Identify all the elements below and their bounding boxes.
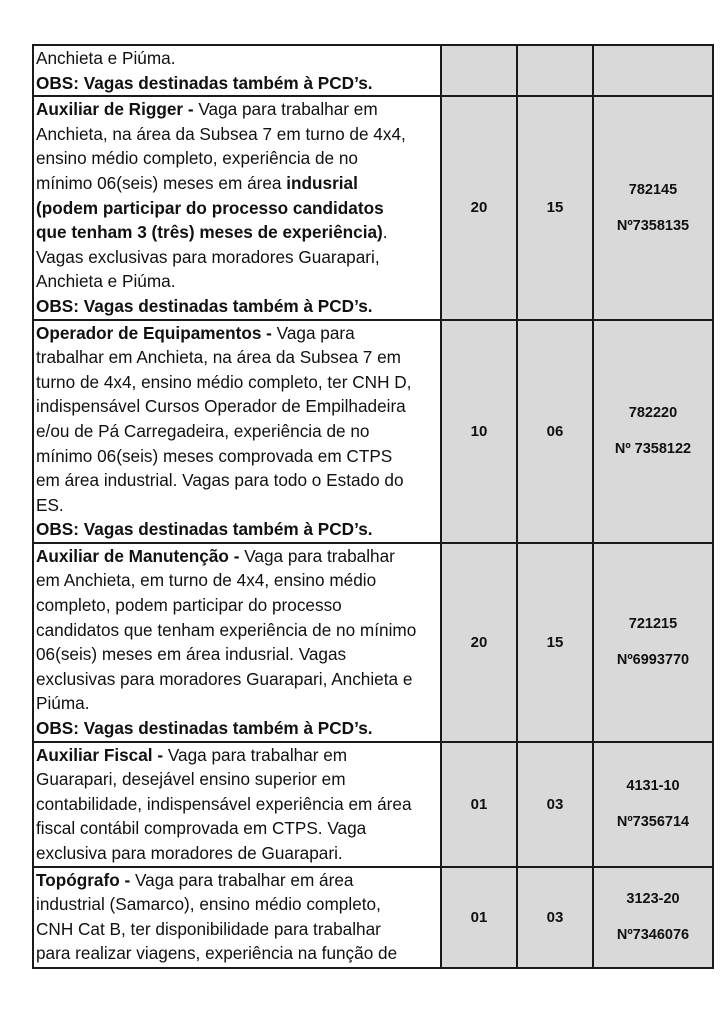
description-text: exclusiva para moradores de Guarapari. bbox=[36, 843, 343, 863]
vacancy-number: Nº7346076 bbox=[616, 927, 690, 944]
description-text: turno de 4x4, ensino médio completo, ter CNH D, bbox=[36, 371, 412, 392]
description-line bbox=[36, 71, 440, 96]
job-description-cell bbox=[33, 543, 441, 742]
description-line bbox=[36, 667, 440, 692]
description-line bbox=[36, 517, 440, 542]
description-line bbox=[36, 171, 440, 196]
description-bold-text: Operador de Equipamentos - bbox=[36, 322, 277, 343]
description-line bbox=[36, 345, 440, 370]
referral-count-cell bbox=[517, 45, 593, 96]
description-line bbox=[36, 294, 440, 319]
vacancy-number: Nº6993770 bbox=[616, 652, 690, 669]
description-bold-text: indusrial bbox=[286, 172, 358, 193]
job-row bbox=[33, 543, 713, 742]
description-line bbox=[36, 816, 440, 841]
description-bold-text: OBS: Vagas destinadas também à PCD’s. bbox=[36, 519, 373, 540]
job-row bbox=[33, 742, 713, 867]
job-vacancies-table-body bbox=[33, 45, 713, 968]
description-text: indispensável Cursos Operador de Empilhadeira bbox=[36, 396, 406, 417]
job-code-cell bbox=[593, 543, 713, 742]
description-line bbox=[36, 122, 440, 147]
description-text: e/ou de Pá Carregadeira, experiência de no bbox=[36, 420, 370, 441]
description-bold-text: Auxiliar Fiscal - bbox=[36, 744, 168, 765]
referral-count-cell: 03 bbox=[517, 867, 593, 968]
description-text: Piúma. bbox=[36, 693, 90, 714]
job-row bbox=[33, 96, 713, 319]
description-text: Guarapari, desejável ensino superior em bbox=[36, 769, 346, 790]
description-line bbox=[36, 196, 440, 221]
description-text: CNH Cat B, ter disponibilidade para trabalhar bbox=[36, 918, 381, 939]
description-line bbox=[36, 792, 440, 817]
description-line bbox=[36, 767, 440, 792]
description-line bbox=[36, 568, 440, 593]
description-text: fiscal contábil comprovada em CTPS. Vaga bbox=[36, 818, 367, 839]
description-bold-text: que tenham 3 (três) meses de experiência) bbox=[36, 222, 383, 243]
description-text: Anchieta e Piúma. bbox=[36, 271, 176, 292]
description-text: ensino médio completo, experiência de no bbox=[36, 148, 358, 169]
description-text: Vaga para trabalhar em bbox=[167, 744, 348, 765]
vacancy-count-cell: 01 bbox=[441, 742, 517, 867]
description-line bbox=[36, 46, 440, 71]
description-text: Anchieta e Piúma. bbox=[36, 48, 176, 68]
job-code-cell bbox=[593, 867, 713, 968]
occupation-code: 782220 bbox=[628, 405, 678, 422]
description-bold-text: OBS: Vagas destinadas também à PCD’s. bbox=[36, 295, 373, 316]
vacancy-count-cell: 10 bbox=[441, 320, 517, 543]
description-text: 06(seis) meses em área indusrial. Vagas bbox=[36, 644, 347, 665]
vacancy-count-cell: 20 bbox=[441, 96, 517, 319]
description-line bbox=[36, 419, 440, 444]
occupation-code: 782145 bbox=[628, 181, 678, 198]
description-text: em Anchieta, em turno de 4x4, ensino médio bbox=[36, 570, 377, 591]
description-line bbox=[36, 394, 440, 419]
description-line bbox=[36, 269, 440, 294]
description-text: industrial (Samarco), ensino médio completo, bbox=[36, 894, 381, 915]
description-line bbox=[36, 917, 440, 942]
description-line bbox=[36, 321, 440, 346]
description-text: Vaga para trabalhar bbox=[244, 545, 395, 566]
description-text: trabalhar em Anchieta, na área da Subsea 7 em bbox=[36, 347, 401, 368]
description-line bbox=[36, 370, 440, 395]
occupation-code: 3123-20 bbox=[626, 891, 680, 908]
vacancy-number: Nº7358135 bbox=[616, 217, 690, 234]
vacancy-count-cell: 20 bbox=[441, 543, 517, 742]
job-code-cell bbox=[593, 45, 713, 96]
job-row bbox=[33, 867, 713, 968]
referral-count-cell: 03 bbox=[517, 742, 593, 867]
job-description-cell bbox=[33, 867, 441, 968]
description-bold-text: Auxiliar de Rigger - bbox=[36, 99, 199, 120]
referral-count-cell: 06 bbox=[517, 320, 593, 543]
description-bold-text: OBS: Vagas destinadas também à PCD’s. bbox=[36, 72, 373, 93]
description-bold-text: Auxiliar de Manutenção - bbox=[36, 545, 245, 566]
description-text: Anchieta, na área da Subsea 7 em turno de 4x4, bbox=[36, 123, 406, 144]
description-line bbox=[36, 245, 440, 270]
job-description-cell bbox=[33, 96, 441, 319]
referral-count-cell: 15 bbox=[517, 96, 593, 319]
description-text: contabilidade, indispensável experiência em área bbox=[36, 793, 412, 814]
description-text: candidatos que tenham experiência de no mínimo bbox=[36, 619, 417, 640]
description-text: completo, podem participar do processo bbox=[36, 595, 342, 616]
description-line bbox=[36, 146, 440, 171]
description-line bbox=[36, 941, 440, 966]
description-line bbox=[36, 444, 440, 469]
description-text: Vagas exclusivas para moradores Guarapari, bbox=[36, 246, 380, 267]
description-text: em área industrial. Vagas para todo o Estado do bbox=[36, 470, 404, 491]
job-row bbox=[33, 320, 713, 543]
occupation-code: 721215 bbox=[628, 616, 678, 633]
vacancy-number: Nº7356714 bbox=[616, 814, 690, 831]
vacancy-count-cell: 01 bbox=[441, 867, 517, 968]
description-text: exclusivas para moradores Guarapari, Anchieta e bbox=[36, 668, 413, 689]
description-bold-text: OBS: Vagas destinadas também à PCD’s. bbox=[36, 718, 373, 739]
job-code-cell bbox=[593, 96, 713, 319]
description-line bbox=[36, 493, 440, 518]
vacancy-count-cell bbox=[441, 45, 517, 96]
description-line bbox=[36, 716, 440, 741]
occupation-code: 4131-10 bbox=[626, 778, 680, 795]
job-code-cell bbox=[593, 320, 713, 543]
description-line bbox=[36, 468, 440, 493]
description-text: mínimo 06(seis) meses comprovada em CTPS bbox=[36, 445, 393, 466]
job-description-cell bbox=[33, 742, 441, 867]
referral-count-cell: 15 bbox=[517, 543, 593, 742]
description-text: Vaga para bbox=[276, 322, 355, 343]
description-bold-text: (podem participar do processo candidatos bbox=[36, 197, 384, 218]
description-text: para realizar viagens, experiência na função de bbox=[36, 943, 398, 964]
description-line bbox=[36, 743, 440, 768]
description-line bbox=[36, 892, 440, 917]
vacancy-number: Nº 7358122 bbox=[614, 441, 692, 458]
job-vacancies-table bbox=[32, 44, 714, 969]
description-text: ES. bbox=[36, 494, 64, 515]
description-line bbox=[36, 868, 440, 893]
description-text: Vaga para trabalhar em bbox=[198, 99, 378, 120]
job-row bbox=[33, 45, 713, 96]
job-description-cell bbox=[33, 45, 441, 96]
description-line bbox=[36, 841, 440, 866]
description-bold-text: Topógrafo - bbox=[36, 869, 135, 890]
description-text: Vaga para trabalhar em área bbox=[134, 869, 354, 890]
job-code-cell bbox=[593, 742, 713, 867]
description-line bbox=[36, 691, 440, 716]
description-line bbox=[36, 618, 440, 643]
description-line bbox=[36, 544, 440, 569]
job-description-cell bbox=[33, 320, 441, 543]
description-line bbox=[36, 642, 440, 667]
description-text: . bbox=[382, 222, 388, 243]
description-line bbox=[36, 220, 440, 245]
description-line bbox=[36, 97, 440, 122]
description-text: mínimo 06(seis) meses em área bbox=[36, 172, 287, 193]
description-line bbox=[36, 593, 440, 618]
